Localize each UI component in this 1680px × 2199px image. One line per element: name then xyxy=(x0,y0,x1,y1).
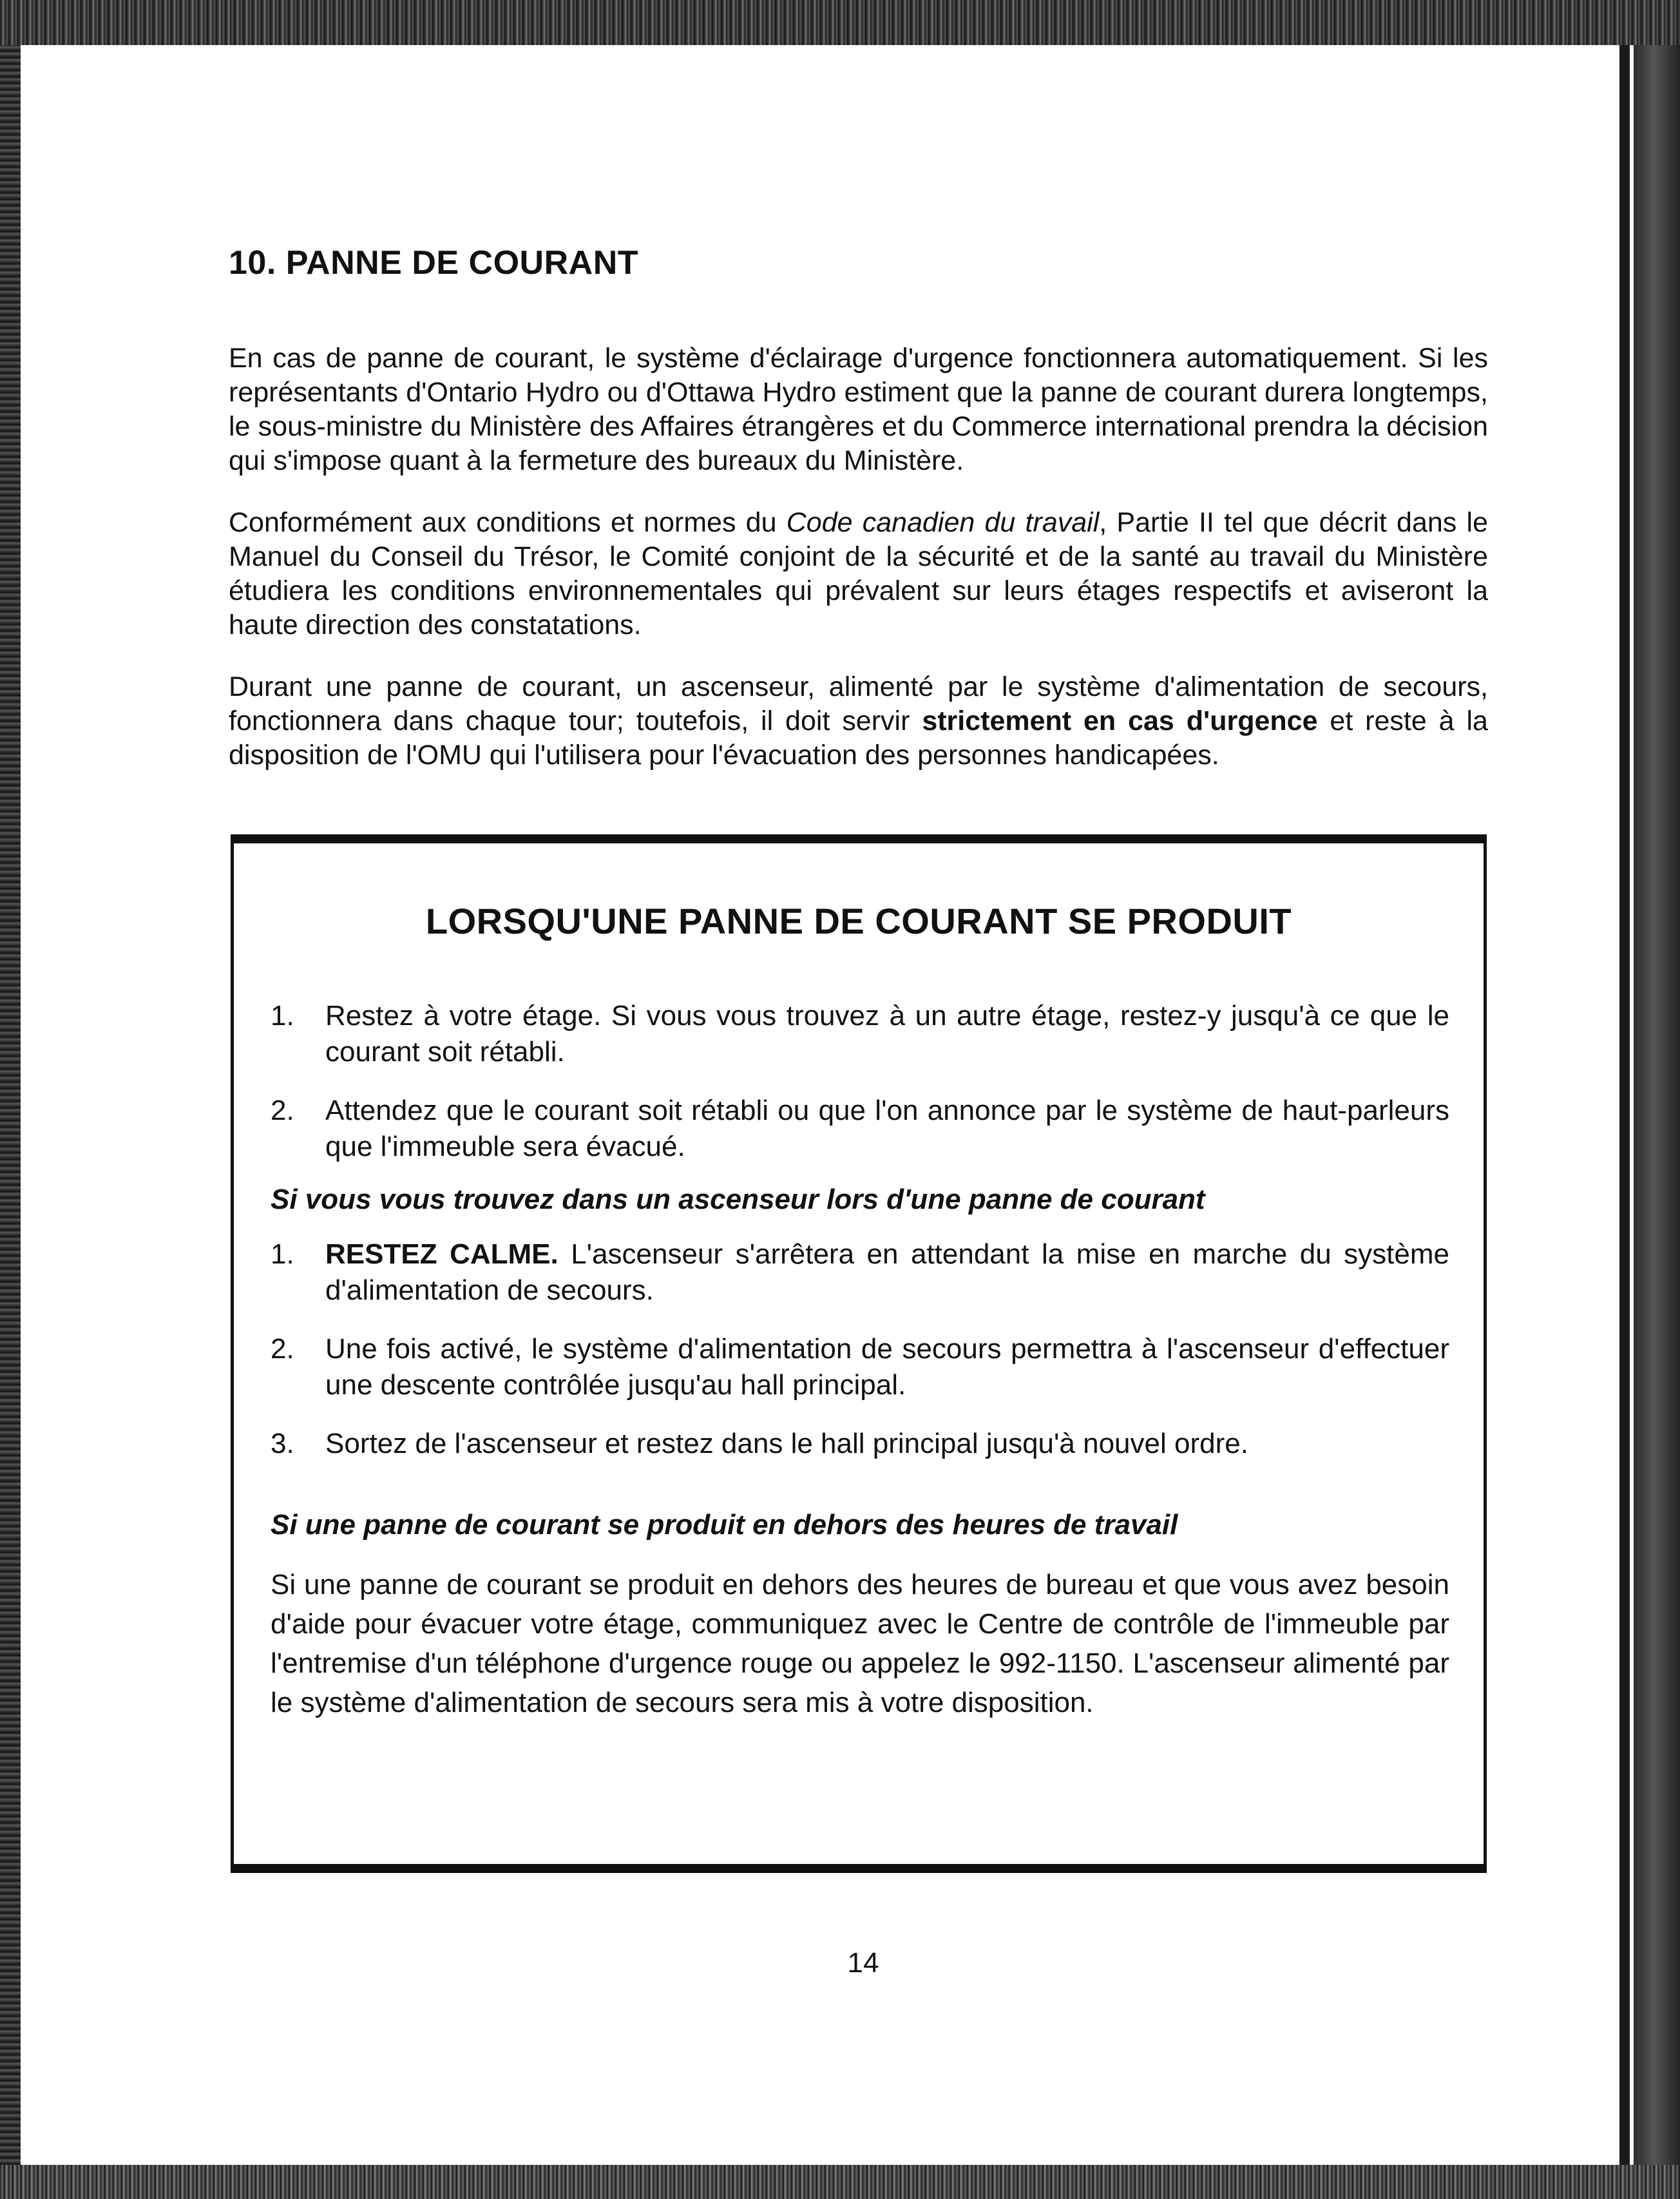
box-title: LORSQU'UNE PANNE DE COURANT SE PRODUIT xyxy=(425,901,1292,941)
page-number: 14 xyxy=(847,1947,879,1979)
elevator-instructions-list xyxy=(271,1236,1449,1484)
paragraph-text: et reste à la disposition de l'OMU qui l'utilisera pour l'évacuation des personnes handicapées. xyxy=(229,706,1488,771)
list-number: 2. xyxy=(271,1333,294,1365)
instructions-box xyxy=(231,834,1487,1873)
list-item xyxy=(271,1236,1449,1309)
list-item-text: Attendez que le courant soit rétabli ou que l'on annonce par le système de haut-parleurs que l'immeuble sera évacué. xyxy=(325,1095,1449,1162)
section-title: 10. PANNE DE COURANT xyxy=(229,244,639,282)
paragraph-power-outage-lighting: En cas de panne de courant, le système d'éclairage d'urgence fonctionnera automatiquement. Si les représentants d'Ontario Hydro ou d'Ottawa Hydro estiment que la panne de courant durera longtemps, le sous-ministre du Ministère des Affaires étrangères et du Commerce international prendra la décision qui s'impose quant à la fermeture des bureaux du Ministère. xyxy=(229,343,1488,476)
list-number: 1. xyxy=(271,1238,294,1270)
scan-border-bottom xyxy=(0,2165,1680,2199)
subheading-elevator: Si vous vous trouvez dans un ascenseur lors d'une panne de courant xyxy=(271,1184,1205,1215)
paragraph-labour-code xyxy=(229,506,1488,642)
list-number: 3. xyxy=(271,1428,294,1459)
list-item xyxy=(271,1093,1449,1165)
emergency-emphasis: strictement en cas d'urgence xyxy=(922,706,1318,736)
after-hours-paragraph: Si une panne de courant se produit en dehors des heures de bureau et que vous avez besoin d'aide pour évacuer votre étage, communiquez avec le Centre de contrôle de l'immeuble par l'entremise d'un téléphone d'urgence rouge ou appelez le 992-1150. L'ascenseur alimenté par le système d'alimentation de secours sera mis à votre disposition. xyxy=(271,1569,1449,1718)
subheading-after-hours: Si une panne de courant se produit en dehors des heures de travail xyxy=(271,1509,1178,1541)
floor-instructions-list xyxy=(271,998,1449,1187)
list-item xyxy=(271,1426,1449,1462)
scan-border-top xyxy=(0,0,1680,45)
paragraph-elevator xyxy=(229,670,1488,773)
list-item-text: L'ascenseur s'arrêtera en attendant la mise en marche du système d'alimentation de secours. xyxy=(325,1238,1449,1306)
scan-border-left xyxy=(0,45,21,2165)
stay-calm-emphasis: RESTEZ CALME. xyxy=(325,1238,558,1270)
list-item-text: Sortez de l'ascenseur et restez dans le hall principal jusqu'à nouvel ordre. xyxy=(325,1428,1248,1459)
list-item-text: Restez à votre étage. Si vous vous trouvez à un autre étage, restez-y jusqu'à ce que le courant soit rétabli. xyxy=(325,1000,1449,1068)
list-item xyxy=(271,998,1449,1070)
scan-border-right xyxy=(1616,45,1680,2165)
paragraph-text: , Partie II tel que décrit dans le Manuel du Conseil du Trésor, le Comité conjoint de la sécurité et de la santé au travail du Ministère étudiera les conditions environnementales qui prévalent sur leurs étages respectifs et aviseront la haute direction des constatations. xyxy=(229,507,1488,640)
paragraph-text: Durant une panne de courant, un ascenseur, alimenté par le système d'alimentation de secours, fonctionnera dans chaque tour; toutefois, il doit servir xyxy=(229,671,1488,736)
code-title-italic: Code canadien du travail xyxy=(786,507,1100,538)
list-number: 2. xyxy=(271,1095,294,1126)
list-number: 1. xyxy=(271,1000,294,1032)
list-item xyxy=(271,1331,1449,1403)
list-item-text: Une fois activé, le système d'alimentation de secours permettra à l'ascenseur d'effectuer une descente contrôlée jusqu'au hall principal. xyxy=(325,1333,1449,1401)
paragraph-text: Conformément aux conditions et normes du xyxy=(229,507,787,538)
